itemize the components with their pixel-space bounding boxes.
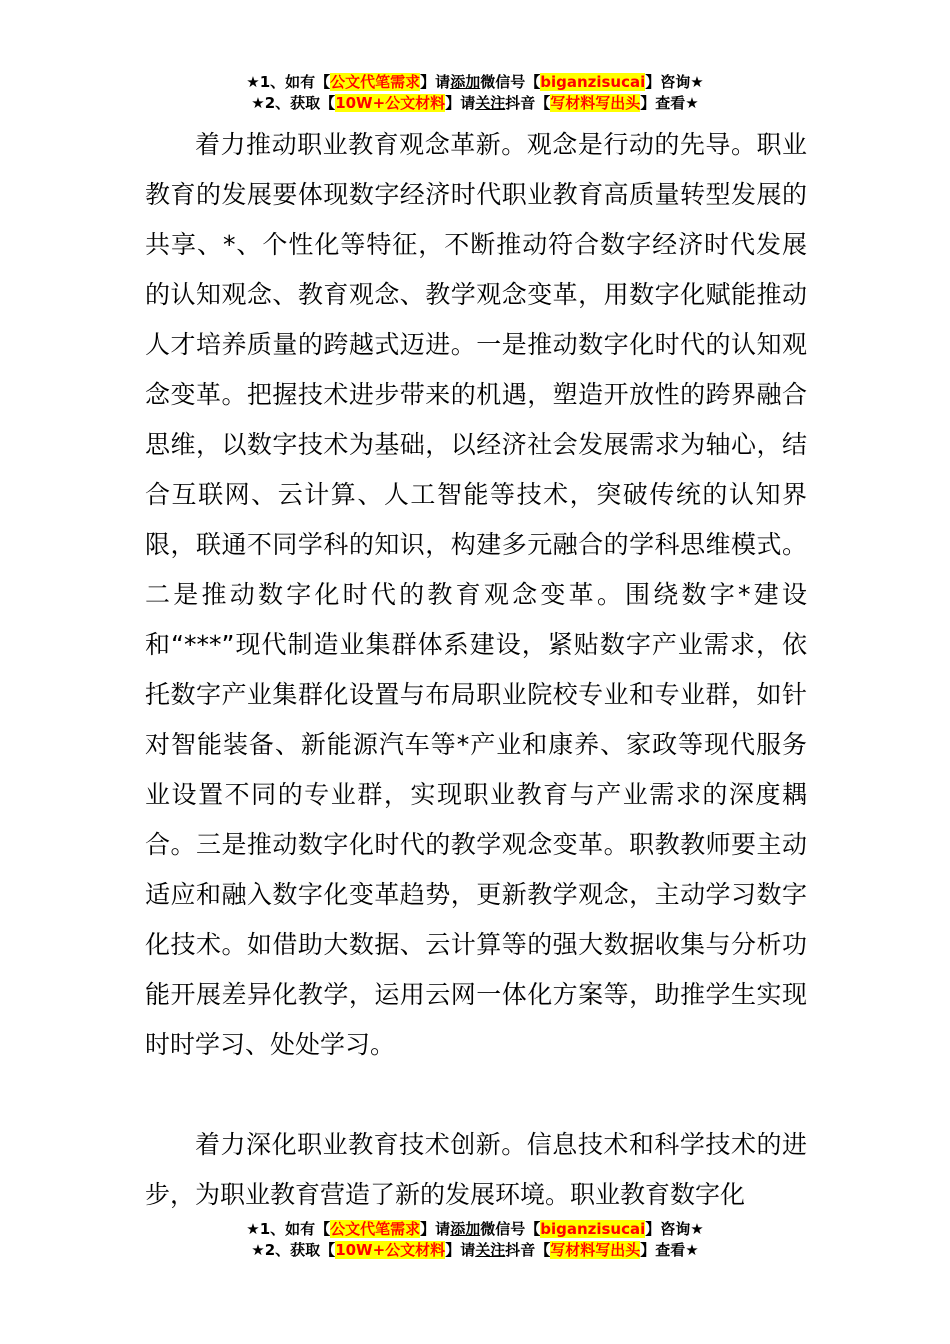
banner-line-2	[0, 1240, 950, 1261]
banner-highlight: 公文代笔需求	[330, 73, 421, 91]
banner-text: 】查看★	[640, 94, 699, 112]
banner-text: 抖音【	[505, 1241, 551, 1259]
banner-highlight: 写材料写出头	[550, 94, 641, 112]
paragraph-gap	[145, 1070, 807, 1120]
banner-line-1	[0, 1219, 950, 1240]
banner-underlined: 关注	[475, 94, 506, 112]
banner-line-2	[0, 93, 950, 114]
banner-text: 】请	[445, 94, 476, 112]
banner-text: 】请	[445, 1241, 476, 1259]
banner-text: ★2、获取【	[251, 94, 336, 112]
banner-underlined: 添加	[450, 1220, 481, 1238]
banner-text: ★1、如有【	[246, 73, 331, 91]
banner-highlight: biganzisucai	[540, 73, 646, 91]
body-paragraph-1: 着力推动职业教育观念革新。观念是行动的先导。职业教育的发展要体现数字经济时代职业教育高质量转型发展的共享、*、个性化等特征，不断推动符合数字经济时代发展的认知观念、教育观念、教学观念变革，用数字化赋能推动人才培养质量的跨越式迈进。一是推动数字化时代的认知观念变革。把握技术进步带来的机遇，塑造开放性的跨界融合思维，以数字技术为基础，以经济社会发展需求为轴心，结合互联网、云计算、人工智能等技术，突破传统的认知界限，联通不同学科的知识，构建多元融合的学科思维模式。二是推动数字化时代的教育观念变革。围绕数字*建设和“***”现代制造业集群体系建设，紧贴数字产业需求，依托数字产业集群化设置与布局职业院校专业和专业群，如针对智能装备、新能源汽车等*产业和康养、家政等现代服务业设置不同的专业群，实现职业教育与产业需求的深度耦合。三是推动数字化时代的教学观念变革。职教教师要主动适应和融入数字化变革趋势，更新教学观念，主动学习数字化技术。如借助大数据、云计算等的强大数据收集与分析功能开展差异化教学，运用云网一体化方案等，助推学生实现时时学习、处处学习。	[145, 130, 807, 1059]
banner-text: 】请	[420, 1220, 451, 1238]
banner-text: ★1、如有【	[246, 1220, 331, 1238]
banner-highlight: 10W+公文材料	[335, 1241, 446, 1259]
header-banner	[0, 72, 950, 114]
banner-text: 】请	[420, 73, 451, 91]
banner-text: 微信号【	[480, 73, 541, 91]
banner-line-1	[0, 72, 950, 93]
banner-highlight: biganzisucai	[540, 1220, 646, 1238]
body-paragraph-2: 着力深化职业教育技术创新。信息技术和科学技术的进步，为职业教育营造了新的发展环境。职业教育数字化	[145, 1130, 807, 1209]
banner-text: 】查看★	[640, 1241, 699, 1259]
banner-highlight: 写材料写出头	[550, 1241, 641, 1259]
banner-text: ★2、获取【	[251, 1241, 336, 1259]
banner-text: 微信号【	[480, 1220, 541, 1238]
banner-text: 抖音【	[505, 94, 551, 112]
footer-banner	[0, 1219, 950, 1261]
banner-text: 】咨询★	[645, 1220, 704, 1238]
banner-highlight: 10W+公文材料	[335, 94, 446, 112]
banner-text: 】咨询★	[645, 73, 704, 91]
banner-underlined: 添加	[450, 73, 481, 91]
banner-underlined: 关注	[475, 1241, 506, 1259]
banner-highlight: 公文代笔需求	[330, 1220, 421, 1238]
document-body	[145, 120, 807, 1220]
